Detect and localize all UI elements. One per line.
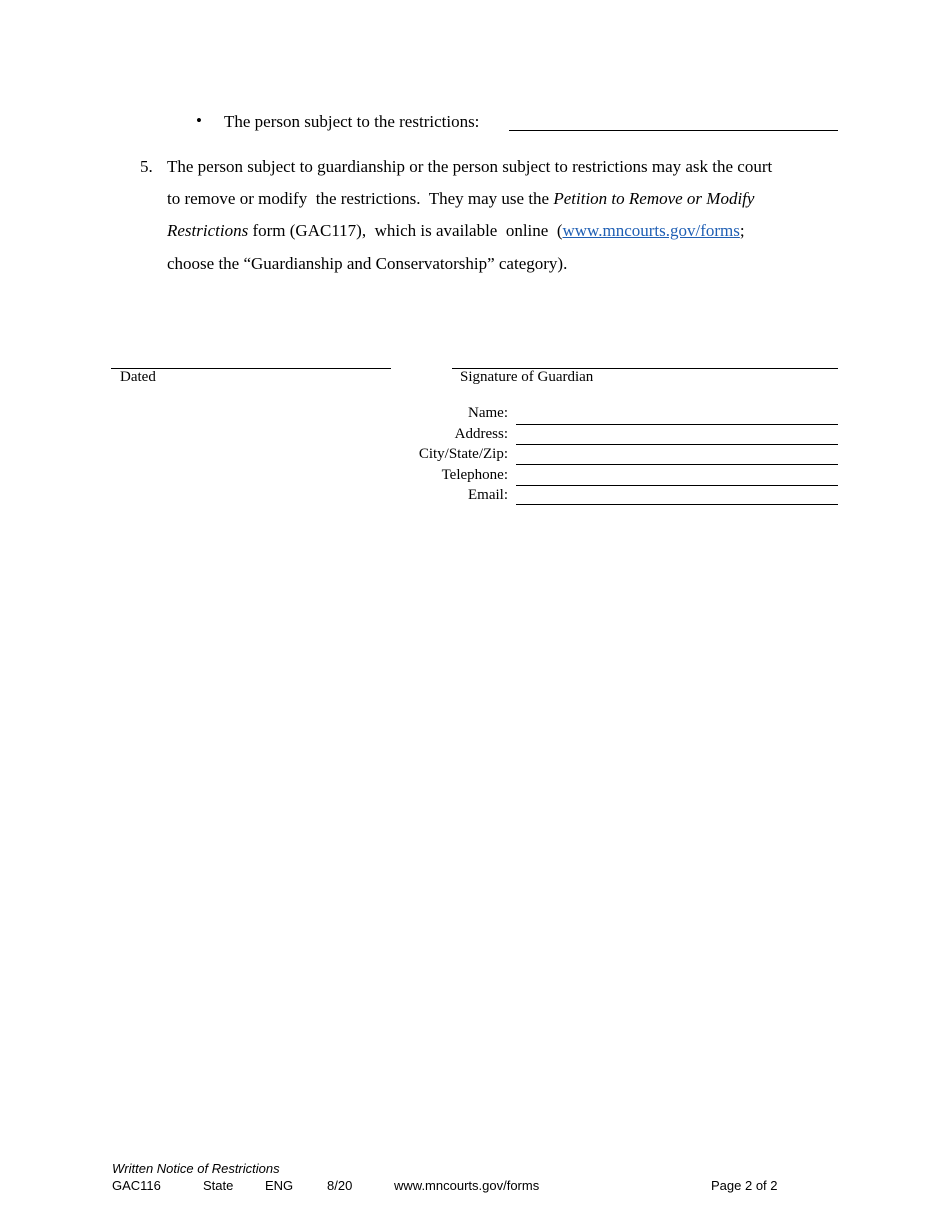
petition-title-part2: Restrictions (167, 221, 249, 240)
footer-jurisdiction: State (203, 1178, 234, 1193)
item5-line1: The person subject to guardianship or the person subject to restrictions may ask the court (167, 157, 773, 176)
city-state-zip-field[interactable] (516, 464, 838, 465)
email-field[interactable] (516, 504, 838, 505)
petition-title-part1: Petition to Remove or Modify (553, 189, 755, 208)
telephone-label: Telephone: (441, 467, 508, 483)
item5-line3-end: ; (739, 221, 745, 240)
address-label: Address: (454, 426, 508, 442)
item5-line2-text: to remove or modify the restrictions. They may use the (167, 189, 554, 208)
footer-url: www.mncourts.gov/forms (394, 1178, 540, 1193)
footer-page-number: Page 2 of 2 (711, 1178, 778, 1193)
footer-form-code: GAC116 (112, 1178, 161, 1193)
footer-revision: 8/20 (327, 1178, 353, 1193)
name-field[interactable] (516, 424, 838, 425)
address-field[interactable] (516, 444, 838, 445)
email-label: Email: (468, 487, 508, 503)
restricted-person-field[interactable] (509, 130, 838, 131)
bullet-text: The person subject to the restrictions: (224, 112, 480, 131)
item5-line2 (167, 189, 754, 209)
footer-language: ENG (265, 1178, 294, 1193)
dated-label: Dated (120, 369, 156, 385)
item-number: 5. (140, 157, 153, 176)
footer-title: Written Notice of Restrictions (112, 1161, 280, 1176)
item5-line3 (167, 221, 745, 241)
guardian-signature-label: Signature of Guardian (460, 369, 594, 385)
bullet-marker: • (196, 111, 202, 130)
item5-line4: choose the “Guardianship and Conservatorship” category). (167, 254, 568, 273)
item5-line3-text: form (GAC117), which is available online ( (248, 221, 563, 240)
forms-link[interactable]: www.mncourts.gov/forms (562, 221, 740, 240)
city-state-zip-label: City/State/Zip: (418, 446, 508, 462)
telephone-field[interactable] (516, 485, 838, 486)
name-label: Name: (468, 405, 508, 421)
